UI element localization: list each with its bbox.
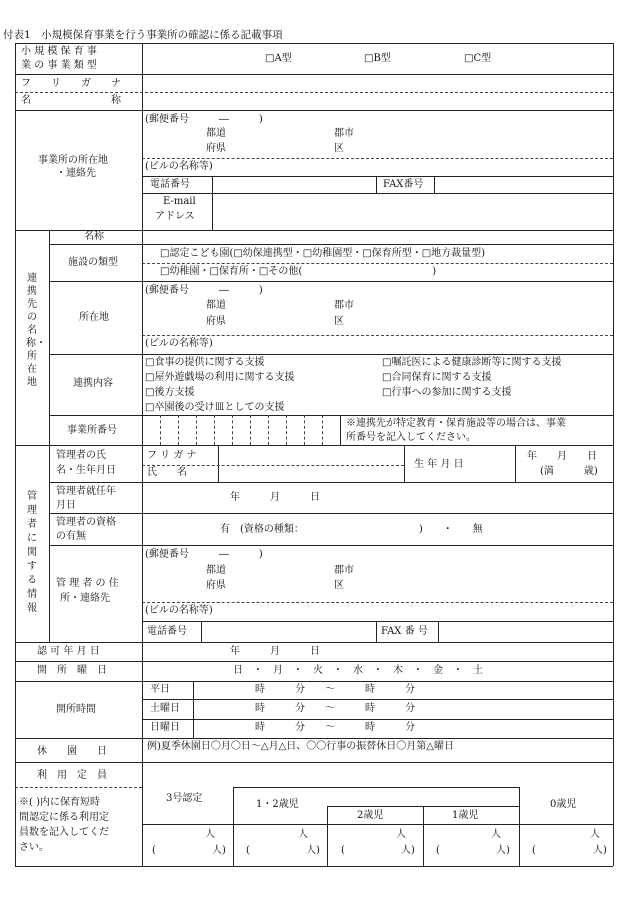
cert3-label: 3号認定 xyxy=(166,793,203,804)
capacity-1-2-paren: ( xyxy=(246,845,250,856)
capacity-0-unit: 人 xyxy=(590,829,600,840)
page-title: 付表1 小規模保育事業を行う事業所の確認に係る記載事項 xyxy=(3,29,283,41)
capacity-0-paren: ( xyxy=(532,845,536,856)
location-label-1: 事業所の所在地 xyxy=(38,155,108,166)
facility-option-kodomoen[interactable]: □認定こども園(□幼保連携型・□幼稚園型・□保育所型・□地方裁量型) xyxy=(160,248,486,259)
partner-todo: 都道 xyxy=(206,300,226,311)
manager-qual-label-1: 管理者の資格 xyxy=(56,517,116,528)
partner-address-label: 所在地 xyxy=(79,312,109,323)
business-type-label-2: 業 の 事 業 類 型 xyxy=(21,60,97,71)
holidays-example: 例)夏季休園日〇月〇日～△月△日、〇〇行事の振替休日〇月第△曜日 xyxy=(147,741,454,752)
open-hours-label: 開所時間 xyxy=(56,704,96,715)
manager-address-label-2: 所・連絡先 xyxy=(60,593,110,604)
manager-todo: 都道 xyxy=(206,565,226,576)
manager-name-label-1: 管理者の氏 xyxy=(56,450,106,461)
manager-shimei-label: 氏 名 xyxy=(147,467,187,478)
sunday-hours: 時 分 ～ 時 分 xyxy=(255,722,415,733)
birth-date-label: 生 年 月 日 xyxy=(414,459,464,470)
capacity-cert3-short: 人) xyxy=(212,845,226,856)
coop-option-events[interactable]: □行事への参加に関する支援 xyxy=(382,387,512,398)
phone-label: 電話番号 xyxy=(150,179,190,190)
coop-option-joint[interactable]: □合同保育に関する支援 xyxy=(382,372,492,383)
ku-label: 区 xyxy=(334,143,344,154)
sunday-label: 日曜日 xyxy=(150,722,180,733)
partner-postal: (郵便番号 ― ) xyxy=(145,285,263,296)
holidays-label: 休 園 日 xyxy=(37,746,107,757)
type-b-checkbox[interactable]: □B型 xyxy=(364,53,391,64)
gunshi-label: 郡市 xyxy=(334,128,354,139)
age-value: (満 歳) xyxy=(540,466,598,477)
coop-option-playground[interactable]: □屋外遊戯場の利用に関する支援 xyxy=(145,372,295,383)
office-number-note-2: 所番号を記入してください。 xyxy=(346,432,476,443)
manager-building: (ビルの名称等) xyxy=(145,605,213,616)
partner-gunshi: 郡市 xyxy=(334,300,354,311)
manager-start-date: 年 月 日 xyxy=(230,492,320,503)
partner-fuken: 府県 xyxy=(206,316,226,327)
approval-date-label: 認 可 年 月 日 xyxy=(37,646,100,657)
manager-start-label-1: 管理者就任年 xyxy=(56,486,116,497)
office-number-label: 事業所番号 xyxy=(67,425,117,436)
partner-building: (ビルの名称等) xyxy=(145,338,213,349)
capacity-1-unit: 人 xyxy=(491,829,501,840)
weekday-label: 平日 xyxy=(150,684,170,695)
coop-option-backup[interactable]: □後方支援 xyxy=(145,387,195,398)
manager-phone-label: 電話番号 xyxy=(147,626,187,637)
capacity-note-2: 間認定に係る利用定 xyxy=(19,812,109,823)
manager-ku: 区 xyxy=(334,580,344,591)
saturday-label: 土曜日 xyxy=(150,703,180,714)
manager-qual-value[interactable]: 有 (資格の種類： ) ・ 無 xyxy=(220,524,483,535)
capacity-note-3: 員数を記入してくだ xyxy=(19,827,109,838)
age-1-label: 1歳児 xyxy=(452,810,479,821)
partner-name-label: 名称 xyxy=(84,231,104,242)
manager-gunshi: 郡市 xyxy=(334,565,354,576)
approval-date-value: 年 月 日 xyxy=(230,646,320,657)
capacity-1-2-unit: 人 xyxy=(298,829,308,840)
facility-type-label: 施設の類型 xyxy=(68,257,118,268)
age-2-label: 2歳児 xyxy=(357,810,384,821)
capacity-1-short: 人) xyxy=(496,845,510,856)
weekday-hours: 時 分 ～ 時 分 xyxy=(255,684,415,695)
age-1-2-label: 1・2歳児 xyxy=(256,799,299,810)
email-label-2: アドレス xyxy=(155,211,195,222)
capacity-2-unit: 人 xyxy=(396,829,406,840)
coop-option-doctor[interactable]: □嘱託医による健康診断等に関する支援 xyxy=(382,357,562,368)
capacity-0-short: 人) xyxy=(593,845,607,856)
fax-label: FAX番号 xyxy=(383,179,424,190)
building-name: (ビルの名称等) xyxy=(145,161,213,172)
todo-label: 都道 xyxy=(206,128,226,139)
capacity-label: 利 用 定 員 xyxy=(37,770,107,781)
manager-section-label: 管理者に関する情報 xyxy=(27,491,37,614)
partner-ku: 区 xyxy=(334,316,344,327)
office-number-note-1: ※連携先が特定教育・保育施設等の場合は、事業 xyxy=(346,418,566,429)
capacity-note-1: ※( )内に保育短時 xyxy=(19,797,100,808)
capacity-cert3-unit: 人 xyxy=(205,829,215,840)
birth-date-value: 年 月 日 xyxy=(527,451,597,462)
capacity-2-paren: ( xyxy=(341,845,345,856)
partner-section-label: 連携先の名称・所在地 xyxy=(26,273,46,388)
coop-content-label: 連携内容 xyxy=(73,378,113,389)
manager-postal: (郵便番号 ― ) xyxy=(145,549,263,560)
email-label-1: E-mail xyxy=(163,196,196,207)
type-a-checkbox[interactable]: □A型 xyxy=(265,53,292,64)
capacity-cert3-paren: ( xyxy=(152,845,156,856)
age-0-label: 0歳児 xyxy=(550,799,577,810)
manager-fax-label: FAX 番 号 xyxy=(381,626,428,637)
capacity-1-2-short: 人) xyxy=(306,845,320,856)
postal-code: (郵便番号 ― ) xyxy=(145,114,263,125)
manager-start-label-2: 月日 xyxy=(56,500,76,511)
coop-option-meal[interactable]: □食事の提供に関する支援 xyxy=(145,357,265,368)
saturday-hours: 時 分 ～ 時 分 xyxy=(255,703,415,714)
type-c-checkbox[interactable]: □C型 xyxy=(464,53,492,64)
open-days-label: 開 所 曜 日 xyxy=(37,665,107,676)
capacity-2-short: 人) xyxy=(401,845,415,856)
furigana-label: フ リ ガ ナ xyxy=(21,78,121,89)
location-label-2: ・連絡先 xyxy=(56,168,96,179)
manager-name-label-2: 名・生年月日 xyxy=(56,465,116,476)
business-type-label-1: 小 規 模 保 育 事 xyxy=(21,46,97,57)
manager-address-label-1: 管 理 者 の 住 xyxy=(56,578,119,589)
fuken-label: 府県 xyxy=(206,143,226,154)
manager-fuken: 府県 xyxy=(206,580,226,591)
facility-option-other[interactable]: □幼稚園・□保育所・□その他( ) xyxy=(160,266,437,277)
capacity-note-4: さい。 xyxy=(19,842,49,853)
capacity-1-paren: ( xyxy=(436,845,440,856)
name-label: 名 称 xyxy=(21,95,121,106)
manager-furigana-label: フ リ ガ ナ xyxy=(147,450,197,461)
open-days-value[interactable]: 日 ・ 月 ・ 火 ・ 水 ・ 木 ・ 金 ・ 土 xyxy=(233,665,483,676)
manager-qual-label-2: の有無 xyxy=(56,531,86,542)
coop-option-graduate[interactable]: □卒園後の受け皿としての支援 xyxy=(145,402,285,413)
